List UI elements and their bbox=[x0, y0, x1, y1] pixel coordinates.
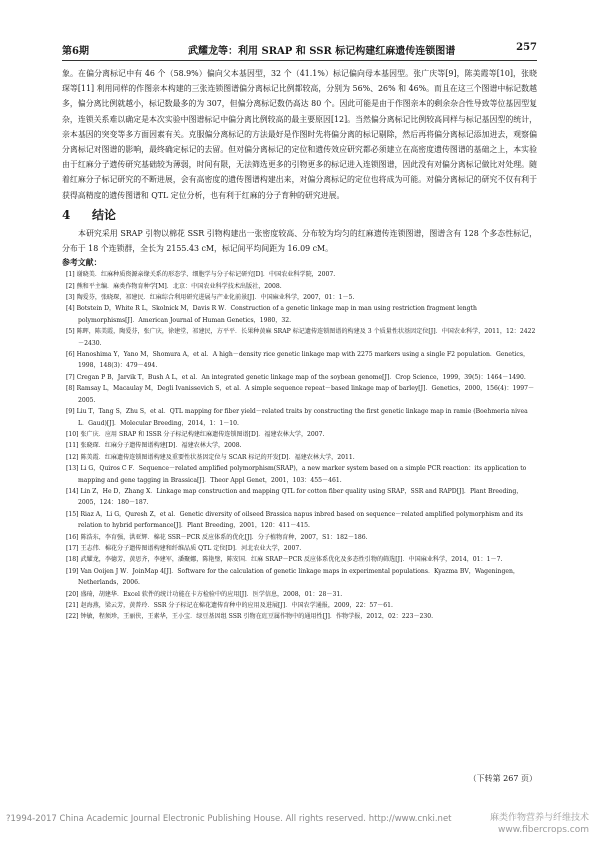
watermark-title: 麻类作物营养与纤维技术 bbox=[489, 813, 589, 823]
references-heading: 参考文献： bbox=[62, 258, 102, 268]
reference-item: [19] Van Ooijen J W．JoinMap 4[J]．Software for the calculation of genetic linkage maps in experimental populations．Kyazma BV，Wageningen，Netherlands，2006. bbox=[66, 567, 520, 587]
reference-item: [5] 陈晖，陈美霞，陶爱芬，张广庆，徐建堂，祁建民，方平平．长果种黄麻 SRAP 标记遗传连锁图谱的构建及 3 个质量性状基因定位[J]．中国农业科学，2011，12：2422－2430. bbox=[66, 328, 536, 347]
copyright-notice: ?1994-2017 China Academic Journal Electronic Publishing House. All rights reserved. http://www.cnki.net bbox=[6, 814, 452, 824]
conclusion-paragraph: 本研究采用 SRAP 引物以棉花 SSR 引物构建出一张密度较高、分布较为均匀的红麻遗传连锁图谱，图谱含有 128 个多态性标记，分布于 18 个连锁群，全长为 2155.43 cM，标记间平均间距为 16.09 cM。 bbox=[62, 228, 537, 254]
reference-item: [22] 钟敏，程须珍，王丽侠，王素华，王小宝．绿豆基因组 SSR 引物在豇豆属作物中的通用性[J]．作物学报，2012，02：223－230. bbox=[66, 613, 434, 621]
discussion-paragraph: 象。在偏分离标记中有 46 个（58.9%）偏向父本基因型，32 个（41.1%）标记偏向母本基因型。张广庆等[9]，陈美霞等[10]，张晓琛等[11] 利用同样的作图亲本构建的三张连锁图谱偏分离标记比例都较高，分别为 56%、26% 和 46%。而且在这三个图谱中标记数越多，偏分离比例就越小，标记数最多的为 307，但偏分离标记数仍高达 80 个。因此可能是由于作图亲本的剩余杂合性导致等位基因型复杂，连锁关系难以确定是本次实验中图谱标记中偏分离比例较高的最主要原因[12]。当然偏分离标记比例较高同样与标记基因型的统计，亲本基因的突变等多方面因素有关。克服偏分离标记的方法最好是作图时先将偏分离的标记剔除，然后再将偏分离标记添加进去，观察偏分离标记对图谱的影响，最终确定标记的去留。但对偏分离标记的定位和遗传效应研究都必须建立在高密度遗传图谱的基础之上，本实验由于红麻分子遗传研究基础较为薄弱，时间有限，无法筛选更多的引物更多的标记进入连锁图谱，因此没有对偏分离标记做比对处理。随着红麻分子标记研究的不断进展，会有高密度的遗传图谱构建出来，对偏分离标记的定位也将成为可能。对偏分离标记的研究不仅有利于获得高精度的遗传图谱和 QTL 定位分析，也有利于红麻的分子育种的研究进展。 bbox=[62, 69, 537, 200]
section-title: 结论 bbox=[92, 207, 117, 222]
section-heading bbox=[62, 206, 537, 224]
reference-item: [1] 谢晓美．红麻种质资源亲缘关系的形态学、细胞学与分子标记研究[D]．中国农业科学院，2007. bbox=[66, 271, 336, 279]
section-number: 4 bbox=[62, 207, 71, 222]
reference-item: [7] Cregan P B，Jarvik T，Bush A L，et al．An integrated genetic linkage map of the soybean genome[J]．Crop Science，1999，39(5)：1464－1490. bbox=[66, 373, 526, 381]
reference-item: [21] 赵海燕，梁云芳，黄普玲．SSR 分子标记在棉花遗传育种中的应用及进展[J]．中国农学通报，2009，22：57－61. bbox=[66, 602, 393, 610]
page-footer bbox=[0, 806, 595, 842]
reference-item: [2] 熊和平主编．麻类作物育种学[M]．北京：中国农业科学技术出版社，2008. bbox=[66, 282, 282, 290]
reference-item: [3] 陶爱芬，张晓琛，祁建民．红麻综合利用研究进展与产业化前景[J]．中国麻业科学，2007，01：1－5. bbox=[66, 294, 355, 302]
reference-list bbox=[62, 269, 537, 623]
reference-item: [6] Hanoshima Y，Yano M，Shomura A，et al．A high－density rice genetic linkage map with 2275 markers using a single F2 population．Genetics，1998，148(3)：479－494. bbox=[66, 351, 530, 370]
running-title: 武耀龙等：利用 SRAP 和 SSR 标记构建红麻遗传连锁图谱 bbox=[188, 46, 456, 57]
reference-item: [20] 盛琦，胡建华．Excel 软件的统计功能在卡方检验中的应用[J]．医学信息，2008，01：28－31. bbox=[66, 590, 343, 598]
page-number: 257 bbox=[516, 42, 537, 53]
reference-item: [18] 武耀龙，李德芳，黄思齐，李建军，潘聚娜，陈艳璧，陈安国．红麻 SRAP－PCR 反应体系优化及多态性引物的筛选[J]．中国麻业科学，2014，01：1－7. bbox=[66, 556, 503, 564]
reference-item: [16] 陈浩东，李育强，洪亚辉．棉花 SSR－PCR 反应体系的优化[J]．分子植物育种，2007，S1：182－186. bbox=[66, 533, 368, 541]
reference-item: [17] 王志伟．棉花分子遗传图谱构建和纤维品质 QTL 定位[D]．河北农业大学，2007. bbox=[66, 544, 302, 552]
reference-item: [9] Liu T，Tang S，Zhu S，et al．QTL mapping for fiber yield－related traits by constructing the first genetic linkage map in ramie (Boehmeria nivea L．Gaud)[J]．Molecular Breeding，2014，1：1－10. bbox=[66, 408, 528, 427]
article-body bbox=[62, 66, 537, 623]
watermark-url: www.fibercrops.com bbox=[498, 825, 589, 835]
continued-on-note: （下转第 267 页） bbox=[468, 774, 537, 783]
reference-item: [14] Lin Z，He D，Zhang X．Linkage map construction and mapping QTL for cotton fiber quality using SRAP，SSR and RAPD[J]．Plant Breeding，2005，124：180－187. bbox=[66, 487, 523, 507]
reference-item: [8] Ramsay L，Macaulay M，Degli Ivanissevich S，et al．A simple sequence repeat－based linkage map of barley[J]．Genetics，2000，156(4)：1997－2005. bbox=[66, 385, 535, 404]
reference-item: [10] 张广庆．应用 SRAP 和 ISSR 分子标记构建红麻遗传连锁图谱[D]．福建农林大学，2007. bbox=[66, 430, 325, 438]
watermark bbox=[490, 812, 589, 836]
reference-item: [12] 陈美霞．红麻遗传连锁图谱构建及重要性状基因定位与 SCAR 标记的开发[D]．福建农林大学，2011. bbox=[66, 453, 355, 461]
reference-item: [13] Li G，Quiros C F．Sequence－related amplified polymorphism(SRAP)，a new marker system based on a simple PCR reaction：its application to mapping and gene tagging in Brassica[J]．Theor Appl Genet，2001，103：455－461. bbox=[66, 465, 527, 484]
reference-item: [15] Riaz A，Li G，Quresh Z，et al．Genetic diversity of oilseed Brassica napus inbred based on sequence－related amplified polymorphism and its relation to hybrid performance[J]．Plant Breeding，2001，120：411－415. bbox=[66, 510, 523, 530]
issue-number: 第6期 bbox=[62, 46, 89, 57]
running-header bbox=[62, 40, 537, 61]
reference-item: [4] Botstein D，White R L，Skolnick M，Davis R W．Construction of a genetic linkage map in man using restriction fragment length polymorphisms[J]．American Journal of Human Genetics，1980，32. bbox=[66, 305, 477, 324]
reference-item: [11] 张晓琛．红麻分子遗传图谱构建[D]．福建农林大学，2008. bbox=[66, 442, 242, 450]
